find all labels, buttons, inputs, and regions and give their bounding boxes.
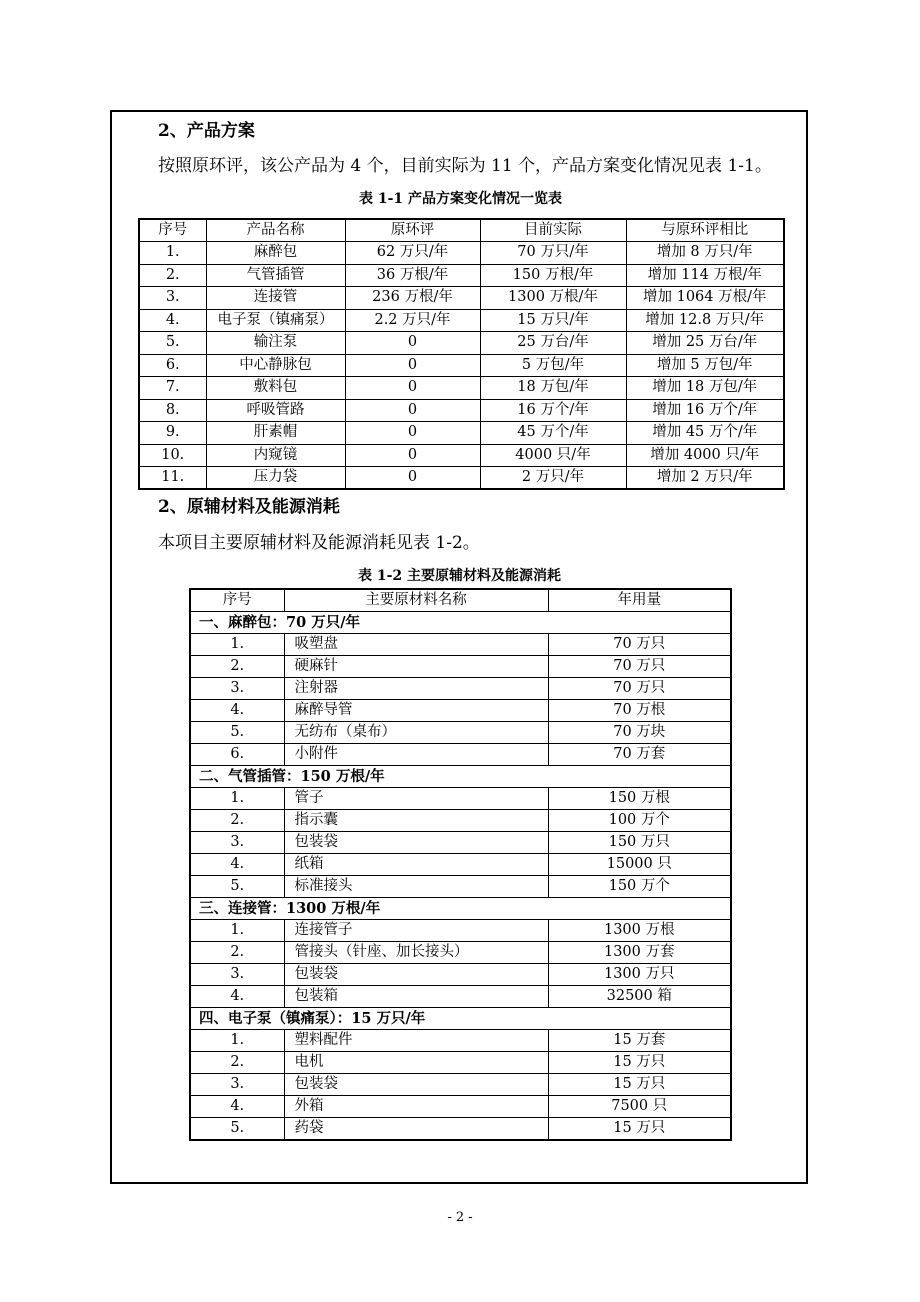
- table-cell: 70 万只: [548, 656, 731, 678]
- table-cell: 增加 114 万根/年: [626, 264, 784, 287]
- table-row: [139, 264, 784, 287]
- table-row: [139, 444, 784, 467]
- table-cell: 5.: [139, 332, 206, 355]
- group-title: 四、电子泵（镇痛泵）：15 万只/年: [190, 1008, 731, 1030]
- table-cell: 5.: [190, 1118, 284, 1141]
- table-cell: 0: [345, 399, 480, 422]
- group-header-row: [190, 612, 731, 634]
- table-cell: 2 万只/年: [480, 467, 626, 490]
- table-cell: 增加 18 万包/年: [626, 377, 784, 400]
- table-row: [190, 634, 731, 656]
- table-cell: 1.: [190, 1030, 284, 1052]
- table-cell: 增加 1064 万根/年: [626, 287, 784, 310]
- raw-materials-table: [189, 588, 732, 1141]
- table-cell: 外箱: [284, 1096, 548, 1118]
- table-row: [139, 332, 784, 355]
- page-number: - 2 -: [447, 1210, 473, 1225]
- table-row: [190, 722, 731, 744]
- table-cell: 内窥镜: [206, 444, 345, 467]
- table-cell: 4.: [190, 854, 284, 876]
- table-cell: 敷料包: [206, 377, 345, 400]
- table-cell: 药袋: [284, 1118, 548, 1141]
- table-cell: 增加 5 万包/年: [626, 354, 784, 377]
- product-plan-paragraph: 按照原环评，该公产品为 4 个，目前实际为 11 个，产品方案变化情况见表 1-1。: [158, 156, 772, 176]
- table-cell: 150 万个: [548, 876, 731, 898]
- table-cell: 0: [345, 377, 480, 400]
- table-cell: 15 万只: [548, 1074, 731, 1096]
- table-row: [190, 854, 731, 876]
- table-cell: 增加 25 万台/年: [626, 332, 784, 355]
- table-cell: 增加 16 万个/年: [626, 399, 784, 422]
- table-cell: 0: [345, 422, 480, 445]
- table-cell: 36 万根/年: [345, 264, 480, 287]
- table-row: [139, 309, 784, 332]
- table-row: [190, 1030, 731, 1052]
- table-cell: 气管插管: [206, 264, 345, 287]
- table-cell: 增加 8 万只/年: [626, 242, 784, 265]
- table-cell: 18 万包/年: [480, 377, 626, 400]
- table-cell: 3.: [190, 1074, 284, 1096]
- table-cell: 1.: [190, 788, 284, 810]
- table-cell: 62 万只/年: [345, 242, 480, 265]
- table-row: [190, 678, 731, 700]
- table-cell: 25 万台/年: [480, 332, 626, 355]
- table-row: [190, 788, 731, 810]
- table-cell: 7.: [139, 377, 206, 400]
- table-cell: 3.: [190, 832, 284, 854]
- table-cell: 增加 12.8 万只/年: [626, 309, 784, 332]
- table-cell: 增加 4000 只/年: [626, 444, 784, 467]
- table-cell: 标准接头: [284, 876, 548, 898]
- table-cell: 70 万套: [548, 744, 731, 766]
- table-header-row: [190, 589, 731, 612]
- table-row: [190, 810, 731, 832]
- table-cell: 3.: [190, 678, 284, 700]
- table-cell: 硬麻针: [284, 656, 548, 678]
- table-cell: 70 万块: [548, 722, 731, 744]
- table-cell: 0: [345, 332, 480, 355]
- table-cell: 70 万只: [548, 678, 731, 700]
- table-cell: 3.: [139, 287, 206, 310]
- table-row: [190, 876, 731, 898]
- table-cell: 1300 万只: [548, 964, 731, 986]
- table-row: [139, 399, 784, 422]
- table-row: [190, 1074, 731, 1096]
- table-cell: 5 万包/年: [480, 354, 626, 377]
- table-cell: 包装袋: [284, 832, 548, 854]
- group-header-row: [190, 1008, 731, 1030]
- table-cell: 1300 万套: [548, 942, 731, 964]
- table-cell: 4000 只/年: [480, 444, 626, 467]
- table-row: [190, 1052, 731, 1074]
- column-header: 与原环评相比: [626, 219, 784, 242]
- table-cell: 16 万个/年: [480, 399, 626, 422]
- raw-materials-paragraph: 本项目主要原辅材料及能源消耗见表 1-2。: [158, 533, 480, 553]
- table-cell: 70 万只: [548, 634, 731, 656]
- table-cell: 236 万根/年: [345, 287, 480, 310]
- table-cell: 1.: [190, 920, 284, 942]
- table-cell: 电子泵（镇痛泵）: [206, 309, 345, 332]
- table-cell: 2.: [139, 264, 206, 287]
- table-cell: 包装袋: [284, 1074, 548, 1096]
- table-cell: 70 万只/年: [480, 242, 626, 265]
- table-cell: 2.: [190, 656, 284, 678]
- table-cell: 15000 只: [548, 854, 731, 876]
- table-cell: 电机: [284, 1052, 548, 1074]
- table-cell: 连接管子: [284, 920, 548, 942]
- column-header: 序号: [139, 219, 206, 242]
- table-cell: 4.: [139, 309, 206, 332]
- table-row: [190, 656, 731, 678]
- column-header: 目前实际: [480, 219, 626, 242]
- table-row: [190, 964, 731, 986]
- group-title: 三、连接管：1300 万根/年: [190, 898, 731, 920]
- table-cell: 连接管: [206, 287, 345, 310]
- column-header: 产品名称: [206, 219, 345, 242]
- table-cell: 32500 箱: [548, 986, 731, 1008]
- table-cell: 15 万只: [548, 1118, 731, 1141]
- table-cell: 包装袋: [284, 964, 548, 986]
- table-row: [190, 744, 731, 766]
- table-cell: 1.: [139, 242, 206, 265]
- table-cell: 45 万个/年: [480, 422, 626, 445]
- table-cell: 管子: [284, 788, 548, 810]
- table-cell: 肝素帽: [206, 422, 345, 445]
- column-header: 原环评: [345, 219, 480, 242]
- table-cell: 塑料配件: [284, 1030, 548, 1052]
- group-title: 二、气管插管：150 万根/年: [190, 766, 731, 788]
- table-cell: 无纺布（桌布）: [284, 722, 548, 744]
- table-cell: 15 万只/年: [480, 309, 626, 332]
- table-cell: 11.: [139, 467, 206, 490]
- table-cell: 麻醉导管: [284, 700, 548, 722]
- table-cell: 4.: [190, 1096, 284, 1118]
- table-cell: 3.: [190, 964, 284, 986]
- table-cell: 中心静脉包: [206, 354, 345, 377]
- table-cell: 15 万套: [548, 1030, 731, 1052]
- table-cell: 0: [345, 467, 480, 490]
- table-header-row: [139, 219, 784, 242]
- table-cell: 2.: [190, 942, 284, 964]
- table-cell: 2.: [190, 810, 284, 832]
- table-cell: 小附件: [284, 744, 548, 766]
- table-cell: 纸箱: [284, 854, 548, 876]
- table-cell: 压力袋: [206, 467, 345, 490]
- table-cell: 7500 只: [548, 1096, 731, 1118]
- table-row: [139, 422, 784, 445]
- table-cell: 注射器: [284, 678, 548, 700]
- table-cell: 输注泵: [206, 332, 345, 355]
- table-row: [139, 242, 784, 265]
- table-row: [139, 287, 784, 310]
- table-cell: 5.: [190, 876, 284, 898]
- table-row: [190, 1118, 731, 1141]
- table-row: [139, 354, 784, 377]
- table-cell: 呼吸管路: [206, 399, 345, 422]
- table-cell: 70 万根: [548, 700, 731, 722]
- table-cell: 150 万根: [548, 788, 731, 810]
- table-row: [190, 942, 731, 964]
- table-1-1-caption: 表 1-1 产品方案变化情况一览表: [358, 191, 563, 207]
- table-cell: 管接头（针座、加长接头）: [284, 942, 548, 964]
- table-cell: 包装箱: [284, 986, 548, 1008]
- table-cell: 8.: [139, 399, 206, 422]
- column-header: 年用量: [548, 589, 731, 612]
- table-cell: 9.: [139, 422, 206, 445]
- table-cell: 增加 2 万只/年: [626, 467, 784, 490]
- table-row: [139, 377, 784, 400]
- table-cell: 麻醉包: [206, 242, 345, 265]
- table-cell: 增加 45 万个/年: [626, 422, 784, 445]
- table-cell: 6.: [190, 744, 284, 766]
- table-cell: 10.: [139, 444, 206, 467]
- table-cell: 1300 万根: [548, 920, 731, 942]
- table-1-2-caption: 表 1-2 主要原辅材料及能源消耗: [357, 568, 562, 584]
- table-cell: 15 万只: [548, 1052, 731, 1074]
- table-row: [190, 700, 731, 722]
- table-cell: 150 万根/年: [480, 264, 626, 287]
- table-row: [190, 986, 731, 1008]
- table-cell: 6.: [139, 354, 206, 377]
- table-cell: 2.: [190, 1052, 284, 1074]
- product-plan-table: [138, 218, 785, 490]
- table-cell: 4.: [190, 700, 284, 722]
- table-row: [139, 467, 784, 490]
- table-cell: 2.2 万只/年: [345, 309, 480, 332]
- table-cell: 指示囊: [284, 810, 548, 832]
- column-header: 主要原材料名称: [284, 589, 548, 612]
- table-row: [190, 920, 731, 942]
- table-row: [190, 832, 731, 854]
- table-cell: 0: [345, 444, 480, 467]
- group-header-row: [190, 766, 731, 788]
- group-header-row: [190, 898, 731, 920]
- table-cell: 1300 万根/年: [480, 287, 626, 310]
- table-cell: 150 万只: [548, 832, 731, 854]
- table-cell: 1.: [190, 634, 284, 656]
- table-cell: 吸塑盘: [284, 634, 548, 656]
- group-title: 一、麻醉包：70 万只/年: [190, 612, 731, 634]
- table-cell: 4.: [190, 986, 284, 1008]
- table-row: [190, 1096, 731, 1118]
- table-cell: 100 万个: [548, 810, 731, 832]
- table-cell: 5.: [190, 722, 284, 744]
- section-heading-raw-materials: 2、原辅材料及能源消耗: [158, 497, 340, 517]
- section-heading-product-plan: 2、产品方案: [158, 121, 255, 141]
- column-header: 序号: [190, 589, 284, 612]
- table-cell: 0: [345, 354, 480, 377]
